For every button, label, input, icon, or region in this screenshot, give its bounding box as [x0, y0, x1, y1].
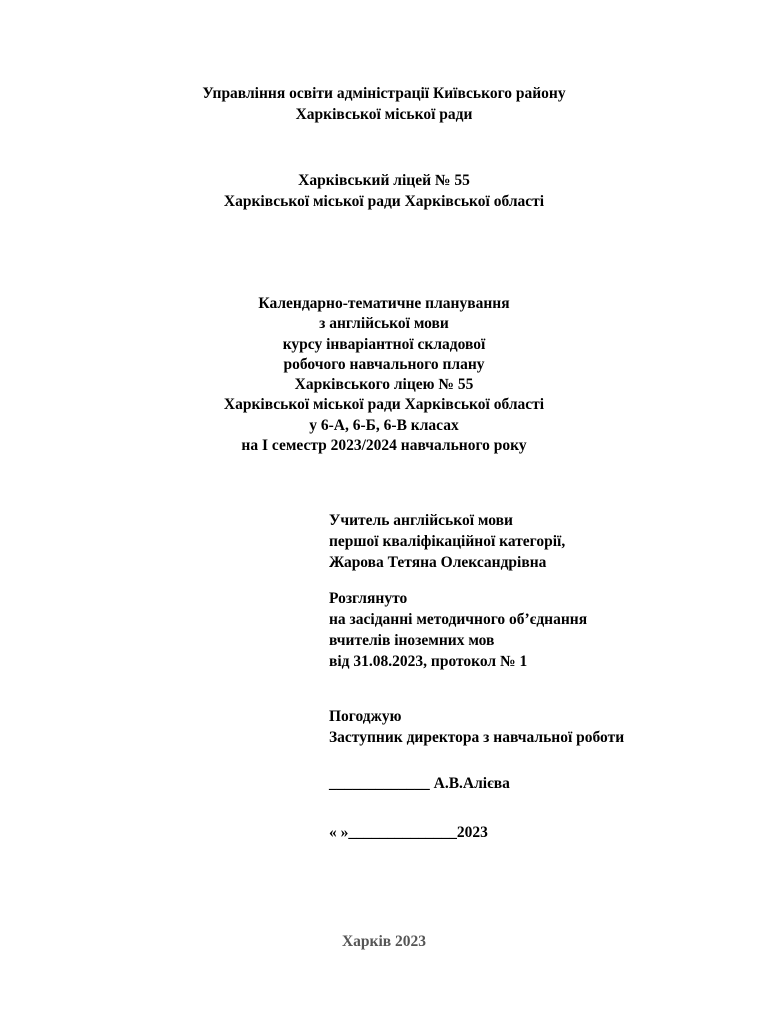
city-year-footer: Харків 2023: [341, 933, 427, 950]
reviewed-line: на засіданні методичного об’єднання: [329, 611, 588, 628]
reviewed-line: від 31.08.2023, протокол № 1: [329, 653, 528, 670]
reviewed-info: [329, 588, 587, 672]
approved-info: [329, 706, 624, 748]
document-title: [0, 294, 768, 456]
department-line-2: Харківської міської ради: [295, 106, 473, 123]
signature-line: _____________ А.В.Алієва: [329, 775, 510, 792]
teacher-info: [329, 510, 565, 573]
title-line: Харківського ліцею № 55: [294, 376, 474, 394]
department-header: [0, 83, 768, 125]
department-line-1: Управління освіти адміністрації Київського району: [202, 85, 566, 102]
teacher-line: першої кваліфікаційної категорії,: [329, 533, 566, 550]
title-line: курсу інваріантної складової: [282, 335, 486, 353]
teacher-line: Учитель англійської мови: [329, 512, 513, 529]
title-line: Харківської міської ради Харківської області: [223, 396, 545, 414]
title-line: з англійської мови: [319, 315, 449, 333]
title-line: робочого навчального плану: [283, 355, 485, 373]
school-header: [0, 170, 768, 212]
title-line: у 6-А, 6-Б, 6-В класах: [309, 416, 459, 434]
approved-line: Заступник директора з навчальної роботи: [329, 729, 625, 746]
school-line-2: Харківської міської ради Харківської області: [223, 193, 545, 210]
reviewed-line: вчителів іноземних мов: [329, 632, 495, 649]
date-line: « »______________2023: [329, 824, 488, 841]
approved-line: Погоджую: [329, 708, 402, 725]
school-line-1: Харківський ліцей № 55: [298, 172, 470, 189]
reviewed-line: Розглянуто: [329, 590, 408, 607]
title-line: на І семестр 2023/2024 навчального року: [241, 437, 527, 455]
title-line: Календарно-тематичне планування: [258, 295, 510, 312]
teacher-line: Жарова Тетяна Олександрівна: [329, 554, 547, 571]
